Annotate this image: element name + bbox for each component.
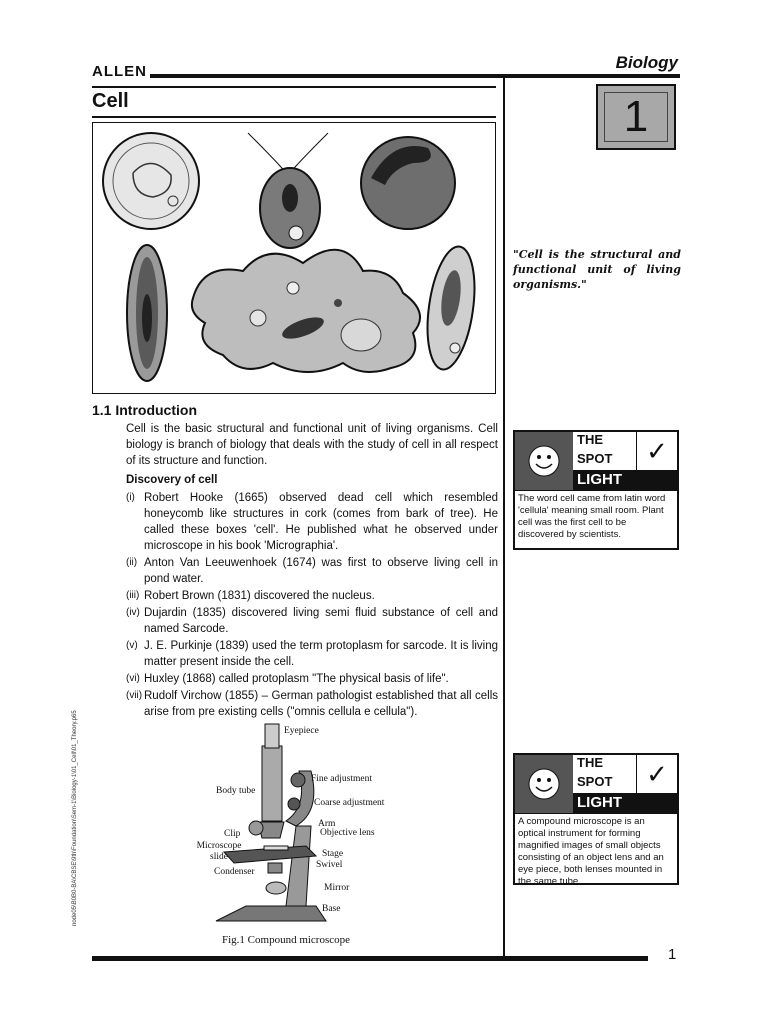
title-rule-top [92,86,496,88]
smiley-icon [515,432,573,490]
label-fine-adjustment: Fine adjustment [311,774,372,784]
intro-paragraph: Cell is the basic structural and functional unit of living organisms. Cell biology is branch of biology that deals with the study of cell in all respect of its structure and function. [126,423,498,467]
chapter-number-box [596,84,676,150]
chapter-number: 1 [623,92,649,141]
chapter-title: Cell [92,90,129,112]
label-clip: Clip [224,829,241,839]
microscope-drawing [186,716,396,932]
footer-rule [92,956,648,961]
page-number: 1 [668,946,677,963]
figure-caption: Fig.1 Compound microscope [222,934,351,946]
label-eyepiece: Eyepiece [284,726,319,736]
spot-word-spot: SPOT [577,774,613,789]
label-objective-lens: Objective lens [320,828,375,838]
spot-word-the: THE [577,755,603,770]
spotlight-box-2 [513,753,679,885]
cell-illustration [93,123,494,392]
title-rule-bottom [92,116,496,118]
label-swivel: Swivel [316,860,343,870]
list-item: (iv) Dujardin (1835) discovered living semi fluid substance of cell and named Sarcode. [126,607,498,635]
label-stage: Stage [322,849,344,859]
label-coarse-adjustment: Coarse adjustment [314,798,385,808]
spot-word-the: THE [577,432,603,447]
checkmark-icon: ✓ [636,755,677,793]
smiley-icon [515,755,573,813]
label-base: Base [322,904,341,914]
section-heading: 1.1 Introduction [92,402,197,418]
cell-types-figure [92,122,496,394]
label-body-tube: Body tube [216,786,256,796]
spotlight-box-1 [513,430,679,550]
subject-title: Biology [615,53,678,72]
discovery-heading: Discovery of cell [126,474,218,486]
column-divider [503,78,505,958]
spotlight-text-2: A compound microscope is an optical instrument for forming magnified images of small objects consisting of an object lens and an eye piece, both lenses mounted in the same tube. [518,816,664,887]
intro-body [126,421,498,721]
list-item: (ii) Anton Van Leeuwenhoek (1674) was first to observe living cell in pond water. [126,557,498,585]
cell-definition-quote: "Cell is the structural and functional unit of living organisms." [513,248,681,291]
spot-word-light: LIGHT [573,470,677,490]
header-rule [150,74,680,78]
file-path-text: node05\B0B0-BA\CBSE\9th\Foundation\Sem-1\Biology-1\01_Cell\01_Theory.p65 [72,710,78,926]
list-item: (vi) Huxley (1868) called protoplasm "The physical basis of life". [126,673,449,685]
checkmark-icon: ✓ [636,432,677,470]
label-mirror: Mirror [324,883,350,893]
discovery-list [126,490,498,720]
label-arm: Arm [318,819,336,829]
label-microscope-slide: Microscope slide [196,841,242,862]
label-condenser: Condenser [214,867,255,877]
list-item: (v) J. E. Purkinje (1839) used the term protoplasm for sarcode. It is living matter present inside the cell. [126,640,498,668]
spot-word-spot: SPOT [577,451,613,466]
microscope-figure [186,716,396,932]
brand-logo: ALLEN [92,63,147,80]
spot-word-light: LIGHT [573,793,677,813]
list-item: (i) Robert Hooke (1665) observed dead cell which resembled honeycomb like structures in cork (comes from bark of tree). He called these boxes 'cell'. He published what he observed under microscope in his book 'Micrographia'. [126,492,498,552]
list-item: (iii) Robert Brown (1831) discovered the nucleus. [126,590,375,602]
list-item: (vii) Rudolf Virchow (1855) – German pathologist established that all cells arise from pre existing cells ("omnis cellula e cellula"). [126,690,498,718]
spotlight-text-1: The word cell came from latin word 'cellula' meaning small room. Plant cell was the first cell to be discovered by scientists. [518,493,666,540]
